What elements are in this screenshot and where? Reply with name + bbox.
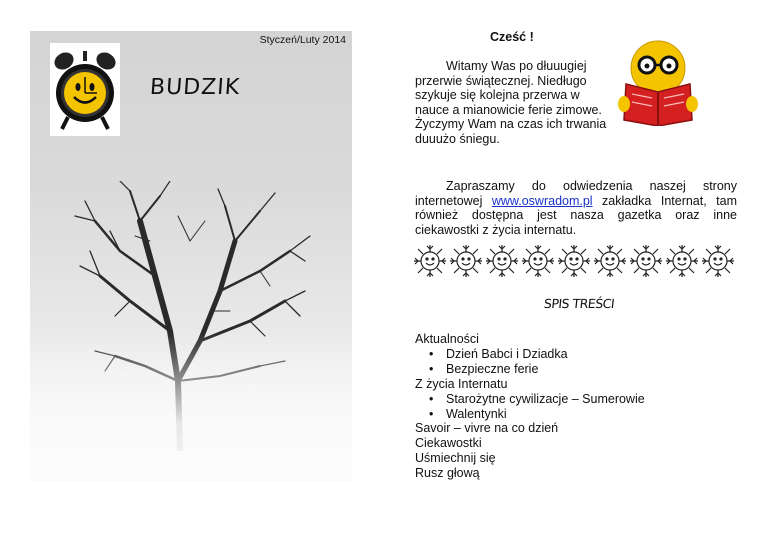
toc-section[interactable]: Uśmiechnij się — [415, 451, 496, 466]
toc-subsection[interactable]: • Starożytne cywilizacje – Sumerowie — [429, 392, 645, 407]
alarm-clock-icon — [50, 43, 120, 136]
table-of-contents — [415, 332, 645, 481]
smiling-snowflake-icon — [485, 244, 519, 278]
smiling-snowflake-icon — [413, 244, 447, 278]
website-link[interactable]: www.oswradom.pl — [491, 193, 593, 208]
reading-smiley-icon — [612, 38, 704, 126]
cover-page — [30, 31, 352, 482]
toc-section[interactable]: Rusz głową — [415, 466, 480, 481]
toc-section[interactable]: Z życia Internatu — [415, 376, 508, 391]
issue-date: Styczeń/Luty 2014 — [259, 34, 346, 46]
toc-subsection-list — [415, 392, 645, 422]
invite-text-end: zakładka Internat, tam również dostępna jest nasza gazetka oraz inne ciekawostki z życia internatu. — [415, 193, 737, 237]
smiling-snowflake-icon — [557, 244, 591, 278]
invitation-paragraph — [415, 179, 737, 237]
toc-subsection[interactable]: • Bezpieczne ferie — [429, 362, 645, 377]
toc-section[interactable]: Aktualności — [415, 332, 479, 346]
toc-section[interactable]: Ciekawostki — [415, 436, 482, 451]
smiling-snowflake-icon — [701, 244, 735, 278]
toc-heading: SPIS TREŚCI — [543, 296, 615, 311]
smiling-snowflake-icon — [665, 244, 699, 278]
toc-subsection[interactable]: • Dzień Babci i Dziadka — [429, 347, 645, 362]
toc-subsection[interactable]: • Walentynki — [429, 407, 645, 422]
smiling-snowflake-icon — [629, 244, 663, 278]
intro-paragraph — [415, 59, 610, 146]
smiling-snowflake-icon — [593, 244, 627, 278]
toc-subsection-list — [415, 347, 645, 377]
toc-section[interactable]: Savoir – vivre na co dzień — [415, 421, 559, 436]
snowflake-row — [413, 244, 735, 278]
intro-text: Witamy Was po dłuuugiej przerwie świątecznej. Niedługo szykuje się kolejna przerwa w nauce a mianowicie ferie zimowe. Życzymy Wam na czas ich trwania duuużo śniegu. — [415, 59, 607, 146]
smiling-snowflake-icon — [449, 244, 483, 278]
newspaper-title: BUDZIK — [149, 75, 241, 100]
cover-fog — [30, 332, 352, 482]
invite-text-start: Zapraszamy do odwiedzenia naszej strony internetowej — [415, 179, 737, 208]
smiling-snowflake-icon — [521, 244, 555, 278]
greeting-heading: Cześć ! — [490, 30, 534, 44]
